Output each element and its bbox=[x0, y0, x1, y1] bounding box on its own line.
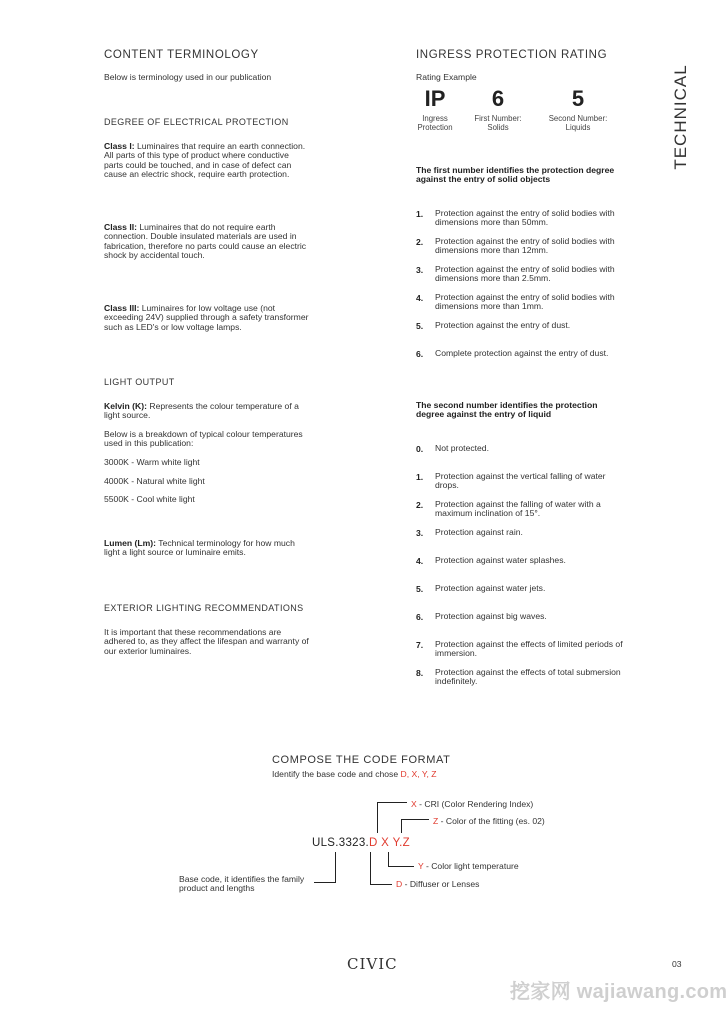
connector-z-horizontal bbox=[401, 819, 429, 820]
item-number: 3. bbox=[416, 528, 424, 538]
code-d-key: D bbox=[396, 879, 403, 889]
page-number: 03 bbox=[672, 959, 682, 969]
content-terminology-intro: Below is terminology used in our publication bbox=[104, 72, 272, 82]
code-z: Z bbox=[402, 837, 410, 849]
connector-y-horizontal bbox=[388, 866, 414, 867]
connector-d-horizontal bbox=[370, 884, 392, 885]
item-number: 4. bbox=[416, 293, 424, 303]
item-text: Protection against the entry of solid bodies with dimensions more than 12mm. bbox=[435, 236, 615, 256]
ip-letters: IP bbox=[424, 86, 446, 111]
technical-side-tab-label: TECHNICAL bbox=[671, 64, 690, 170]
code-subtitle-text: Identify the base code and chose bbox=[272, 769, 401, 779]
connector-base-horizontal bbox=[314, 882, 336, 883]
item-text: Protection against the entry of solid bodies with dimensions more than 50mm. bbox=[435, 208, 615, 228]
connector-y-vertical bbox=[388, 852, 389, 866]
class-1-paragraph bbox=[104, 142, 309, 180]
electrical-protection-title: DEGREE OF ELECTRICAL PROTECTION bbox=[104, 117, 289, 127]
code-x: X bbox=[381, 837, 390, 849]
temperature-warm: 3000K - Warm white light bbox=[104, 457, 200, 467]
ip-first-digit: 6 bbox=[491, 86, 505, 111]
item-number: 2. bbox=[416, 500, 424, 510]
connector-x-vertical bbox=[377, 802, 378, 833]
exterior-lighting-text: It is important that these recommendations are adhered to, as they affect the lifespan and warranty of our exterior luminaires. bbox=[104, 627, 309, 656]
item-number: 4. bbox=[416, 556, 424, 566]
code-base-legend: Base code, it identifies the family product and lengths bbox=[179, 874, 305, 894]
item-text: Protection against water jets. bbox=[435, 583, 546, 593]
kelvin-text: Represents the colour temperature of a light source. bbox=[104, 401, 299, 421]
code-x-legend bbox=[411, 800, 533, 809]
code-subtitle-letters: D, X, Y, Z bbox=[400, 769, 437, 779]
item-text: Protection against the entry of solid bodies with dimensions more than 2.5mm. bbox=[435, 264, 615, 284]
connector-d-vertical bbox=[370, 852, 371, 884]
item-number: 1. bbox=[416, 472, 424, 482]
civic-logo: CIVIC bbox=[347, 955, 398, 973]
code-y-key: Y bbox=[418, 861, 424, 871]
connector-x-horizontal bbox=[377, 802, 407, 803]
item-number: 8. bbox=[416, 668, 424, 678]
class-3-paragraph bbox=[104, 304, 309, 332]
connector-base-vertical bbox=[335, 852, 336, 882]
lumen-text: Technical terminology for how much light a light source or luminaire emits. bbox=[104, 538, 295, 558]
code-d-legend bbox=[396, 880, 479, 889]
code-z-key: Z bbox=[433, 816, 439, 826]
ip-second-digit: 5 bbox=[571, 86, 585, 111]
item-number: 5. bbox=[416, 321, 424, 331]
liquids-heading: The second number identifies the protection degree against the entry of liquid bbox=[416, 400, 598, 420]
ip-caption-ingress: Ingress Protection bbox=[417, 114, 453, 132]
item-text: Protection against the falling of water with a maximum inclination of 15°. bbox=[435, 499, 601, 519]
code-z-desc: - Color of the fitting (es. 02) bbox=[438, 816, 545, 826]
class-1-label: Class I: bbox=[104, 141, 135, 151]
ip-caption-solids: First Number: Solids bbox=[474, 114, 522, 132]
item-number: 6. bbox=[416, 349, 424, 359]
temperature-natural: 4000K - Natural white light bbox=[104, 476, 205, 486]
code-base: ULS.3323. bbox=[312, 837, 370, 849]
content-terminology-title: CONTENT TERMINOLOGY bbox=[104, 49, 259, 61]
lumen-paragraph bbox=[104, 539, 309, 558]
code-y-legend bbox=[418, 862, 519, 871]
item-text: Complete protection against the entry of dust. bbox=[435, 348, 609, 358]
kelvin-paragraph bbox=[104, 402, 309, 421]
solids-heading: The first number identifies the protection degree against the entry of solid objects bbox=[416, 165, 615, 185]
kelvin-label: Kelvin (K): bbox=[104, 401, 147, 411]
code-x-key: X bbox=[411, 799, 417, 809]
light-output-title: LIGHT OUTPUT bbox=[104, 377, 175, 387]
item-number: 2. bbox=[416, 237, 424, 247]
rating-example-label: Rating Example bbox=[416, 72, 477, 82]
item-number: 6. bbox=[416, 612, 424, 622]
class-2-label: Class II: bbox=[104, 222, 137, 232]
item-text: Protection against the entry of solid bodies with dimensions more than 1mm. bbox=[435, 292, 615, 312]
item-text: Protection against the vertical falling of water drops. bbox=[435, 471, 606, 491]
item-text: Protection against the entry of dust. bbox=[435, 320, 571, 330]
lumen-label: Lumen (Lm): bbox=[104, 538, 157, 548]
temperature-cool: 5500K - Cool white light bbox=[104, 494, 195, 504]
class-1-text: Luminaires that require an earth connection. All parts of this type of product where conductive parts could be touched, and in case of defect can cause an electric shock, require earth protection. bbox=[104, 141, 306, 180]
class-2-paragraph bbox=[104, 223, 309, 261]
watermark: 挖家网 wajiawang.com bbox=[510, 981, 728, 1003]
item-text: Protection against rain. bbox=[435, 527, 523, 537]
item-text: Protection against the effects of total submersion indefinitely. bbox=[435, 667, 621, 687]
item-number: 5. bbox=[416, 584, 424, 594]
item-text: Protection against the effects of limited periods of immersion. bbox=[435, 639, 623, 659]
code-d-desc: - Diffuser or Lenses bbox=[402, 879, 480, 889]
item-number: 7. bbox=[416, 640, 424, 650]
class-3-text: Luminaires for low voltage use (not exceeding 24V) supplied through a safety transformer such as LED's or low voltage lamps. bbox=[104, 303, 309, 332]
code-dot: . bbox=[399, 837, 403, 849]
class-3-label: Class III: bbox=[104, 303, 140, 313]
code-d: D bbox=[369, 837, 378, 849]
code-x-desc: - CRI (Color Rendering Index) bbox=[416, 799, 534, 809]
item-text: Not protected. bbox=[435, 443, 489, 453]
item-number: 3. bbox=[416, 265, 424, 275]
temperature-breakdown: Below is a breakdown of typical colour temperatures used in this publication: bbox=[104, 429, 303, 449]
code-y-desc: - Color light temperature bbox=[423, 861, 519, 871]
exterior-lighting-title: EXTERIOR LIGHTING RECOMMENDATIONS bbox=[104, 603, 304, 613]
code-string bbox=[312, 837, 410, 849]
code-format-title: COMPOSE THE CODE FORMAT bbox=[272, 754, 451, 766]
code-z-legend bbox=[433, 817, 545, 826]
item-text: Protection against water splashes. bbox=[435, 555, 566, 565]
item-number: 1. bbox=[416, 209, 424, 219]
connector-z-vertical bbox=[401, 819, 402, 833]
ip-caption-liquids: Second Number: Liquids bbox=[548, 114, 608, 132]
item-text: Protection against big waves. bbox=[435, 611, 547, 621]
technical-side-tab bbox=[670, 62, 692, 172]
class-2-text: Luminaires that do not require earth connection. Double insulated materials are used in fabrication, therefore no parts could cause an electric shock by accidental touch. bbox=[104, 222, 307, 261]
ingress-protection-title: INGRESS PROTECTION RATING bbox=[416, 49, 608, 61]
code-format-subtitle bbox=[272, 770, 437, 779]
code-y: Y bbox=[392, 837, 400, 849]
item-number: 0. bbox=[416, 444, 424, 454]
